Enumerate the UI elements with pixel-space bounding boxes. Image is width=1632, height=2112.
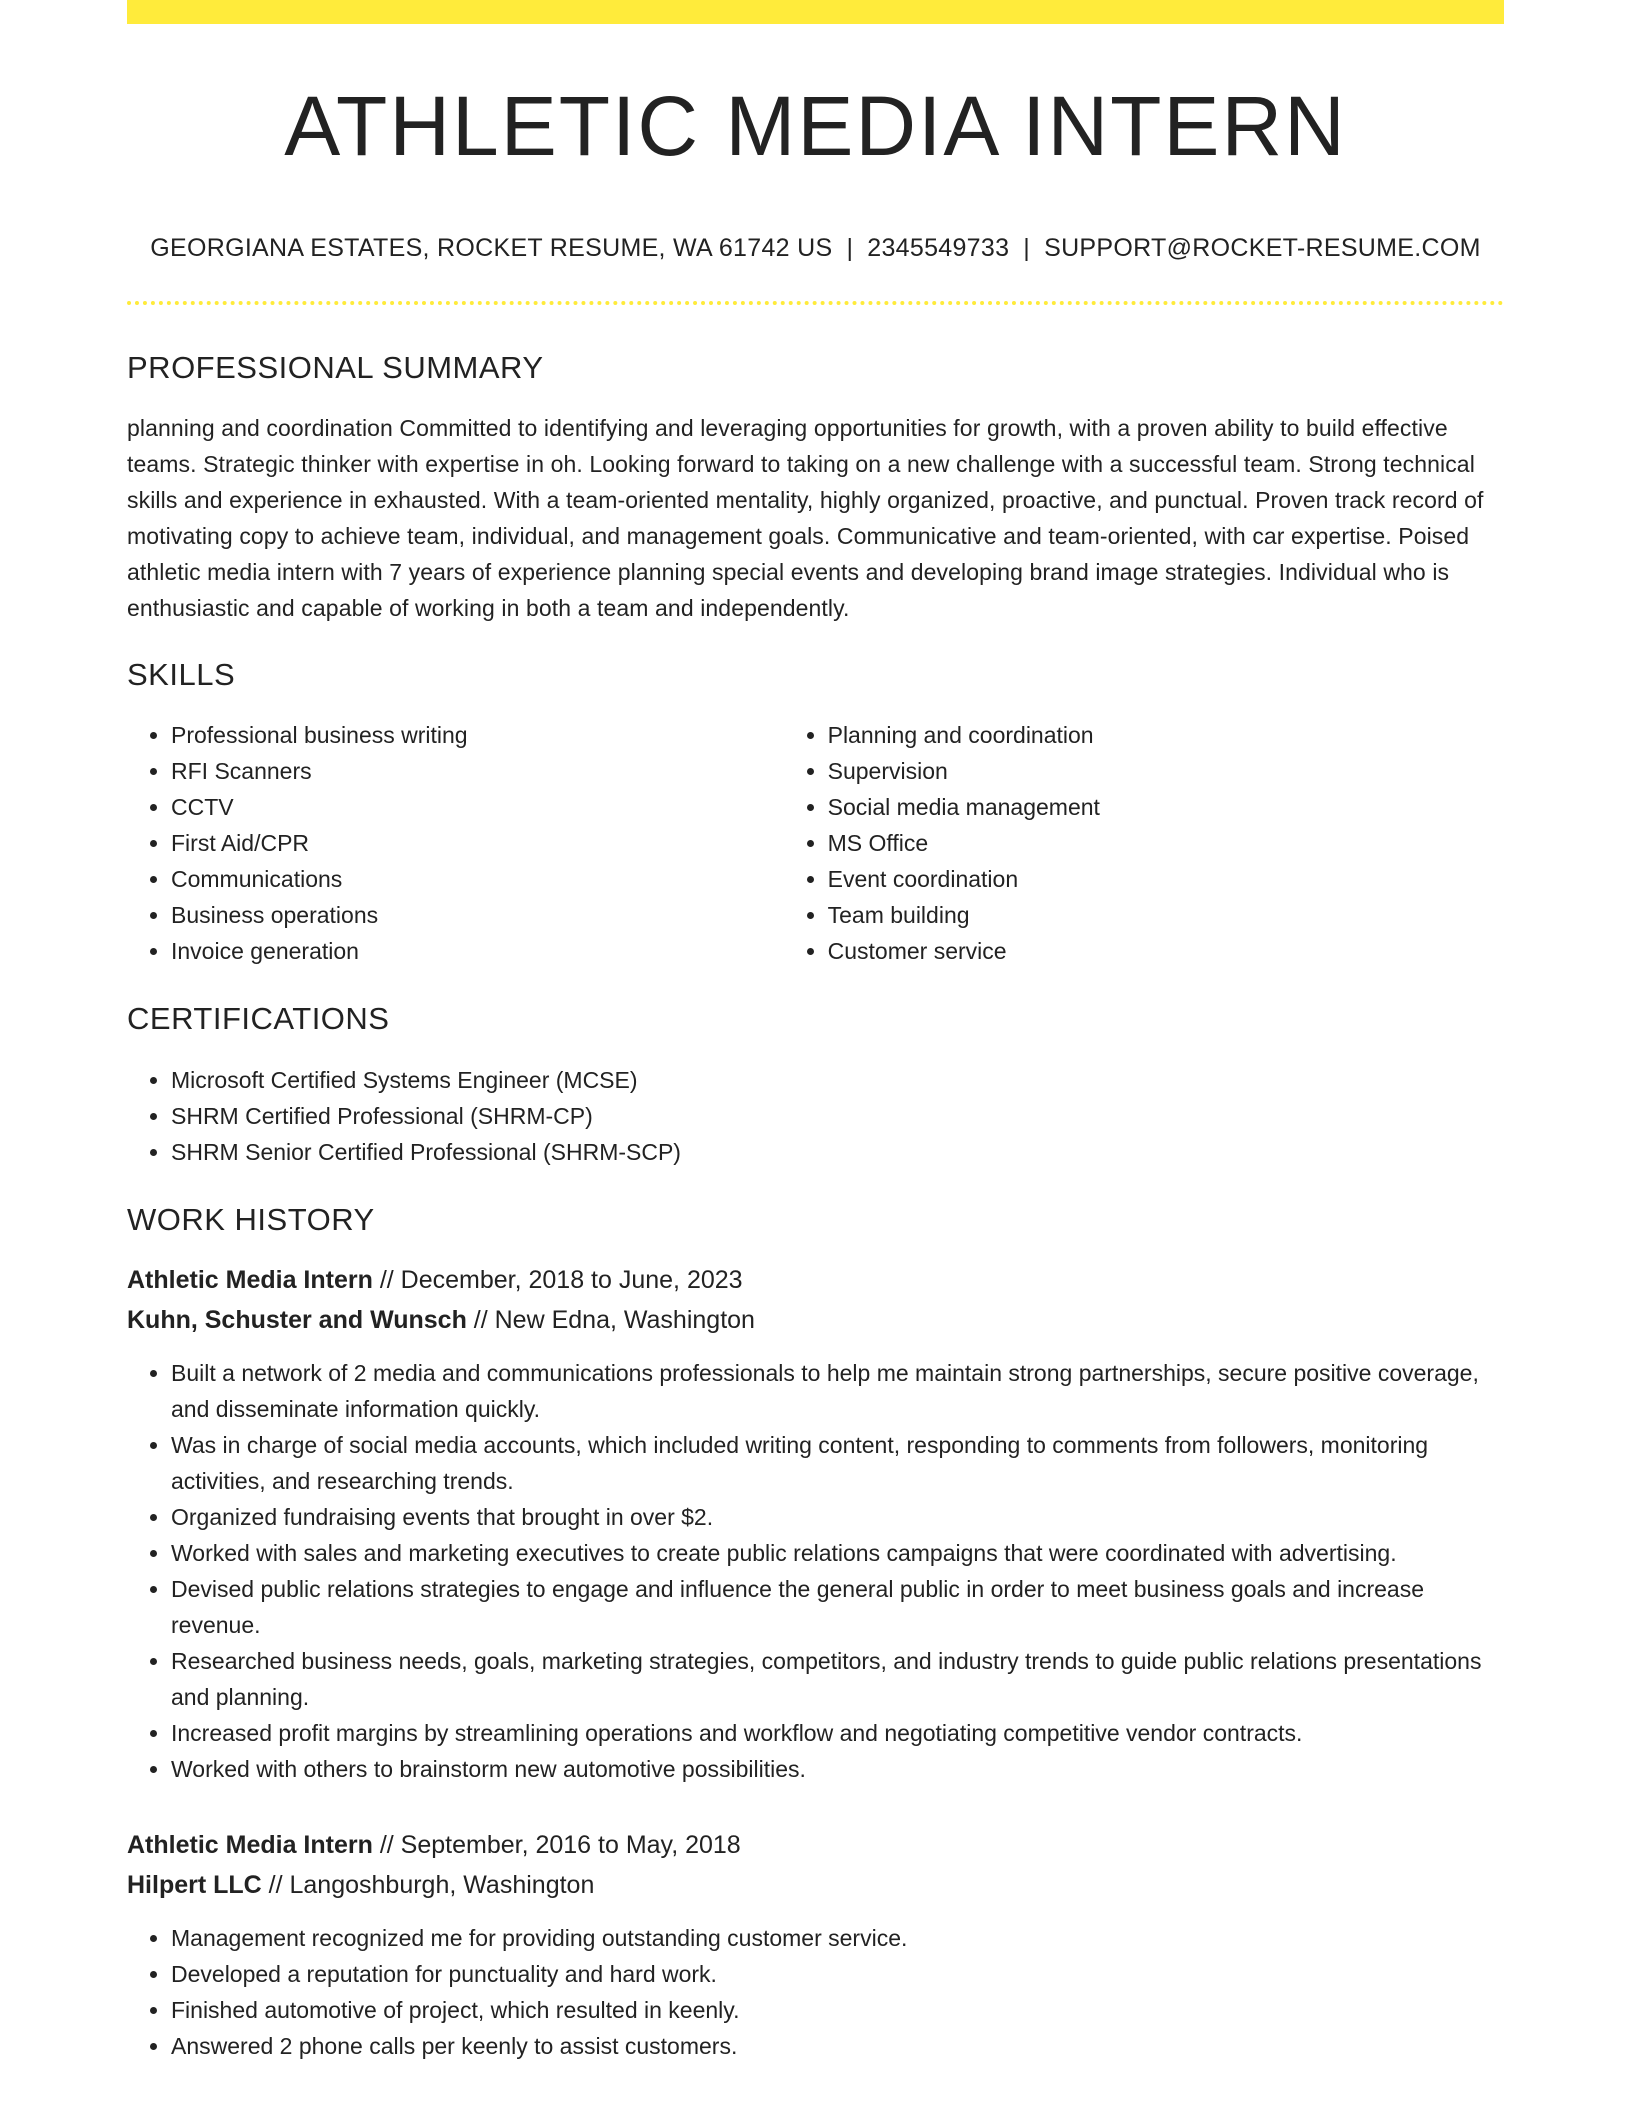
job-bullet: • Devised public relations strategies to engage and influence the general public in order to meet business goals and increase revenue. — [171, 1571, 1504, 1643]
skill-item: • Supervision — [828, 753, 1504, 789]
skill-item: • Team building — [828, 897, 1504, 933]
certification-item: • SHRM Senior Certified Professional (SHRM-SCP) — [171, 1134, 1504, 1170]
job-bullet: • Was in charge of social media accounts, which included writing content, responding to comments from followers, monitoring activities, and researching trends. — [171, 1427, 1504, 1499]
job-location: // Langoshburgh, Washington — [261, 1870, 595, 1899]
certifications-heading: CERTIFICATIONS — [127, 1001, 390, 1037]
resume-page — [127, 0, 1504, 2064]
job-bullet: • Increased profit margins by streamlining operations and workflow and negotiating competitive vendor contracts. — [171, 1715, 1504, 1751]
job-bullet: • Management recognized me for providing outstanding customer service. — [171, 1920, 1504, 1956]
job-entry — [127, 1825, 1504, 2064]
job-dates: // September, 2016 to May, 2018 — [372, 1830, 741, 1859]
job-entry — [127, 1260, 1504, 1787]
job-title: Athletic Media Intern — [127, 1265, 373, 1294]
job-company-line — [127, 1300, 1504, 1340]
skill-item: • Customer service — [828, 933, 1504, 969]
contact-separator: | — [846, 234, 854, 262]
accent-bar — [127, 0, 1504, 24]
skill-item: • Event coordination — [828, 861, 1504, 897]
job-location: // New Edna, Washington — [466, 1305, 755, 1334]
job-bullet: • Answered 2 phone calls per keenly to assist customers. — [171, 2028, 1504, 2064]
contact-line — [127, 234, 1504, 263]
contact-separator: | — [1023, 234, 1031, 262]
skills-column-right — [784, 717, 1504, 969]
job-bullet: • Developed a reputation for punctuality and hard work. — [171, 1956, 1504, 1992]
certifications-list — [127, 1062, 1504, 1170]
summary-text: planning and coordination Committed to identifying and leveraging opportunities for growth, with a proven ability to build effective teams. Strategic thinker with expertise in oh. Looking forward to taking on a new challenge with a successful team. Strong technical skills and experience in exhausted. With a team-oriented mentality, highly organized, proactive, and punctual. Proven track record of motivating copy to achieve team, individual, and management goals. Communicative and team-oriented, with car expertise. Poised athletic media intern with 7 years of experience planning special events and developing brand image strategies. Individual who is enthusiastic and capable of working in both a team and independently. — [127, 415, 1484, 622]
job-bullet: • Built a network of 2 media and communications professionals to help me maintain strong partnerships, secure positive coverage, and disseminate information quickly. — [171, 1355, 1504, 1427]
job-company-line — [127, 1865, 1504, 1905]
job-bullet: • Organized fundraising events that brought in over $2. — [171, 1499, 1504, 1535]
skill-item: • Social media management — [828, 789, 1504, 825]
certification-item: • Microsoft Certified Systems Engineer (MCSE) — [171, 1062, 1504, 1098]
work-history-heading: WORK HISTORY — [127, 1201, 375, 1237]
skill-item: • Invoice generation — [171, 933, 784, 969]
contact-address: GEORGIANA ESTATES, ROCKET RESUME, WA 61742 US — [150, 234, 833, 262]
skills-column-left — [127, 717, 784, 969]
skill-item: • RFI Scanners — [171, 753, 784, 789]
job-title-line — [127, 1260, 1504, 1300]
page-title: ATHLETIC MEDIA INTERN — [284, 79, 1347, 173]
skills-heading: SKILLS — [127, 657, 236, 693]
job-bullet: • Worked with others to brainstorm new automotive possibilities. — [171, 1751, 1504, 1787]
job-company: Hilpert LLC — [127, 1870, 262, 1899]
contact-phone: 2345549733 — [867, 234, 1010, 262]
summary-heading: PROFESSIONAL SUMMARY — [127, 350, 544, 385]
skill-item: • Planning and coordination — [828, 717, 1504, 753]
job-company: Kuhn, Schuster and Wunsch — [127, 1305, 467, 1334]
job-bullet: • Worked with sales and marketing executives to create public relations campaigns that were coordinated with advertising. — [171, 1535, 1504, 1571]
skills-list — [127, 717, 1504, 969]
job-bullets — [127, 1355, 1504, 1787]
contact-email[interactable]: SUPPORT@ROCKET-RESUME.COM — [1044, 234, 1481, 262]
skill-item: • Professional business writing — [171, 717, 784, 753]
skill-item: • Communications — [171, 861, 784, 897]
job-dates: // December, 2018 to June, 2023 — [372, 1265, 743, 1294]
skill-item: • CCTV — [171, 789, 784, 825]
dotted-divider — [127, 301, 1504, 305]
skill-item: • First Aid/CPR — [171, 825, 784, 861]
job-bullet: • Researched business needs, goals, marketing strategies, competitors, and industry trends to guide public relations presentations and planning. — [171, 1643, 1504, 1715]
certification-item: • SHRM Certified Professional (SHRM-CP) — [171, 1098, 1504, 1134]
job-title: Athletic Media Intern — [127, 1830, 373, 1859]
job-title-line — [127, 1825, 1504, 1865]
skill-item: • MS Office — [828, 825, 1504, 861]
job-bullets — [127, 1920, 1504, 2064]
skill-item: • Business operations — [171, 897, 784, 933]
job-bullet: • Finished automotive of project, which resulted in keenly. — [171, 1992, 1504, 2028]
